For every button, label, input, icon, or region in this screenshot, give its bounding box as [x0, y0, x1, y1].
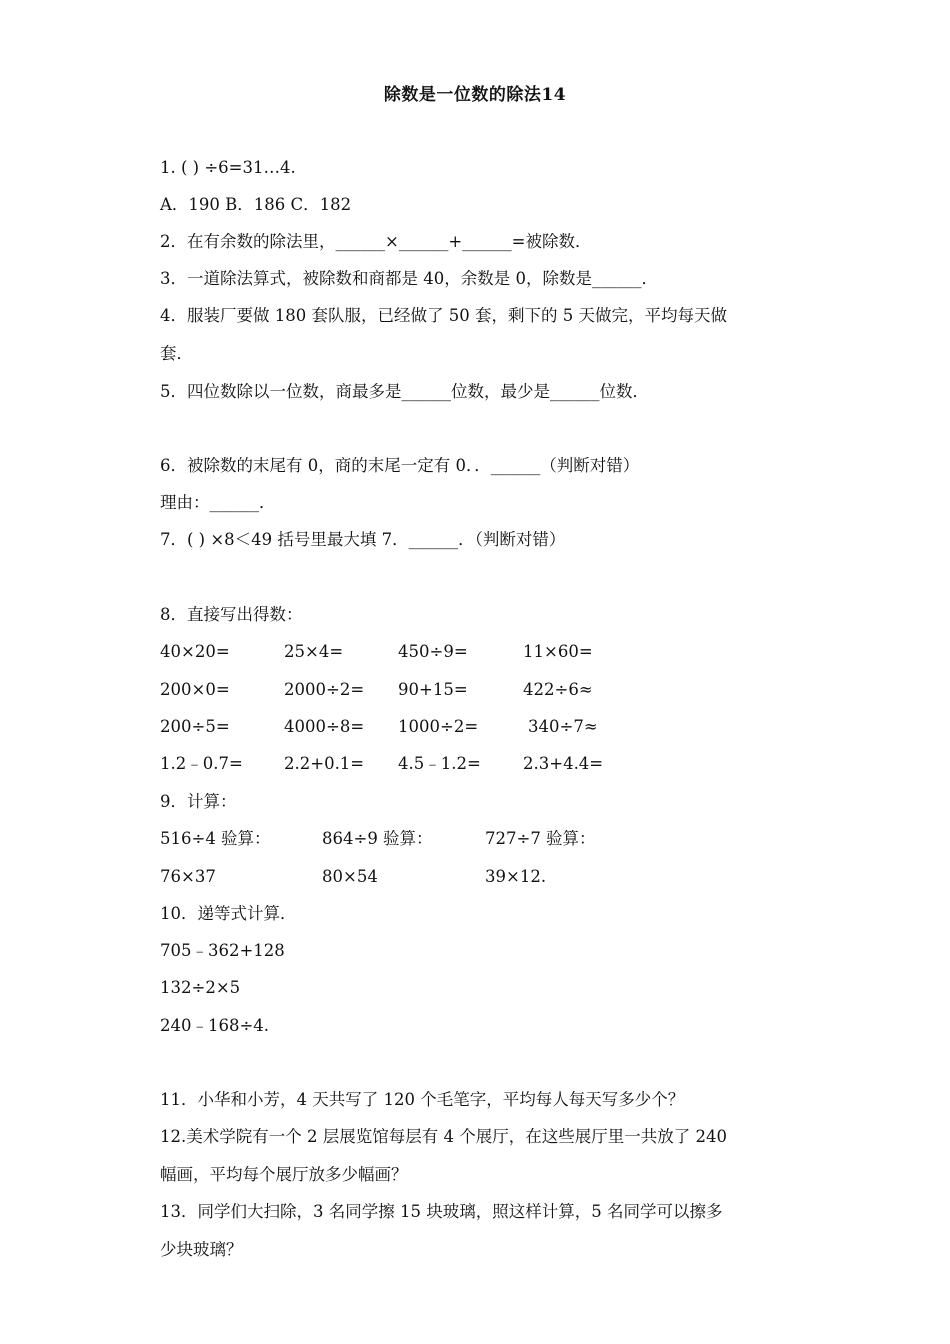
- calc-cell: 80×54: [322, 867, 378, 886]
- calc-cell: 200×0=: [160, 680, 230, 699]
- question-9-heading: 9．计算：: [160, 792, 237, 811]
- question-6-reason: 理由：______．: [160, 493, 276, 512]
- question-13-line1: 13．同学们大扫除，3 名同学擦 15 块玻璃，照这样计算，5 名同学可以擦多: [160, 1202, 723, 1221]
- question-13-line2: 少块玻璃？: [160, 1240, 243, 1259]
- calc-cell: 11×60=: [523, 642, 593, 661]
- calc-cell: 2000÷2=: [284, 680, 365, 699]
- page-title: 除数是一位数的除法14: [383, 85, 567, 105]
- question-10-item: 705﹣362+128: [160, 941, 285, 960]
- calc-cell: 200÷5=: [160, 717, 230, 736]
- question-3: 3．一道除法算式，被除数和商都是 40，余数是 0，除数是______．: [160, 269, 658, 288]
- calc-cell: 340÷7≈: [528, 717, 598, 736]
- calc-cell: 76×37: [160, 867, 216, 886]
- question-8-heading: 8．直接写出得数：: [160, 605, 303, 624]
- calc-cell: 1000÷2=: [398, 717, 479, 736]
- question-4-line1: 4．服装厂要做 180 套队服，已经做了 50 套，剩下的 5 天做完，平均每天做: [160, 306, 727, 325]
- calc-cell: 90+15=: [398, 680, 468, 699]
- question-12-line2: 幅画，平均每个展厅放多少幅画？: [160, 1165, 408, 1184]
- calc-cell: 516÷4 验算：: [160, 829, 271, 848]
- calc-cell: 4.5﹣1.2=: [398, 754, 481, 773]
- question-5: 5．四位数除以一位数，商最多是______位数，最少是______位数．: [160, 382, 649, 401]
- calc-cell: 25×4=: [284, 642, 344, 661]
- calc-cell: 2.2+0.1=: [284, 754, 365, 773]
- question-10-item: 240﹣168÷4.: [160, 1016, 270, 1035]
- calc-cell: 864÷9 验算：: [322, 829, 433, 848]
- calc-cell: 39×12.: [485, 867, 547, 886]
- calc-cell: 2.3+4.4=: [523, 754, 604, 773]
- calc-cell: 40×20=: [160, 642, 230, 661]
- question-11: 11．小华和小芳，4 天共写了 120 个毛笔字，平均每人每天写多少个？: [160, 1090, 685, 1109]
- calc-cell: 422÷6≈: [523, 680, 593, 699]
- question-7: 7．( ) ×8＜49 括号里最大填 7．______．（判断对错）: [160, 530, 566, 549]
- calc-cell: 727÷7 验算：: [485, 829, 596, 848]
- question-1-stem: 1. ( ) ÷6=31…4.: [160, 158, 296, 177]
- calc-cell: 450÷9=: [398, 642, 468, 661]
- calc-cell: 4000÷8=: [284, 717, 365, 736]
- question-2: 2．在有余数的除法里，______×______+______=被除数．: [160, 232, 592, 251]
- question-10-heading: 10．递等式计算．: [160, 904, 297, 923]
- question-4-line2: 套．: [160, 344, 193, 363]
- question-1-options: A．190 B．186 C．182: [160, 195, 352, 214]
- question-12-line1: 12.美术学院有一个 2 层展览馆每层有 4 个展厅，在这些展厅里一共放了 240: [160, 1127, 727, 1146]
- question-6-line1: 6．被除数的末尾有 0，商的末尾一定有 0．．______（判断对错）: [160, 456, 640, 475]
- calc-cell: 1.2﹣0.7=: [160, 754, 243, 773]
- question-10-item: 132÷2×5: [160, 978, 241, 997]
